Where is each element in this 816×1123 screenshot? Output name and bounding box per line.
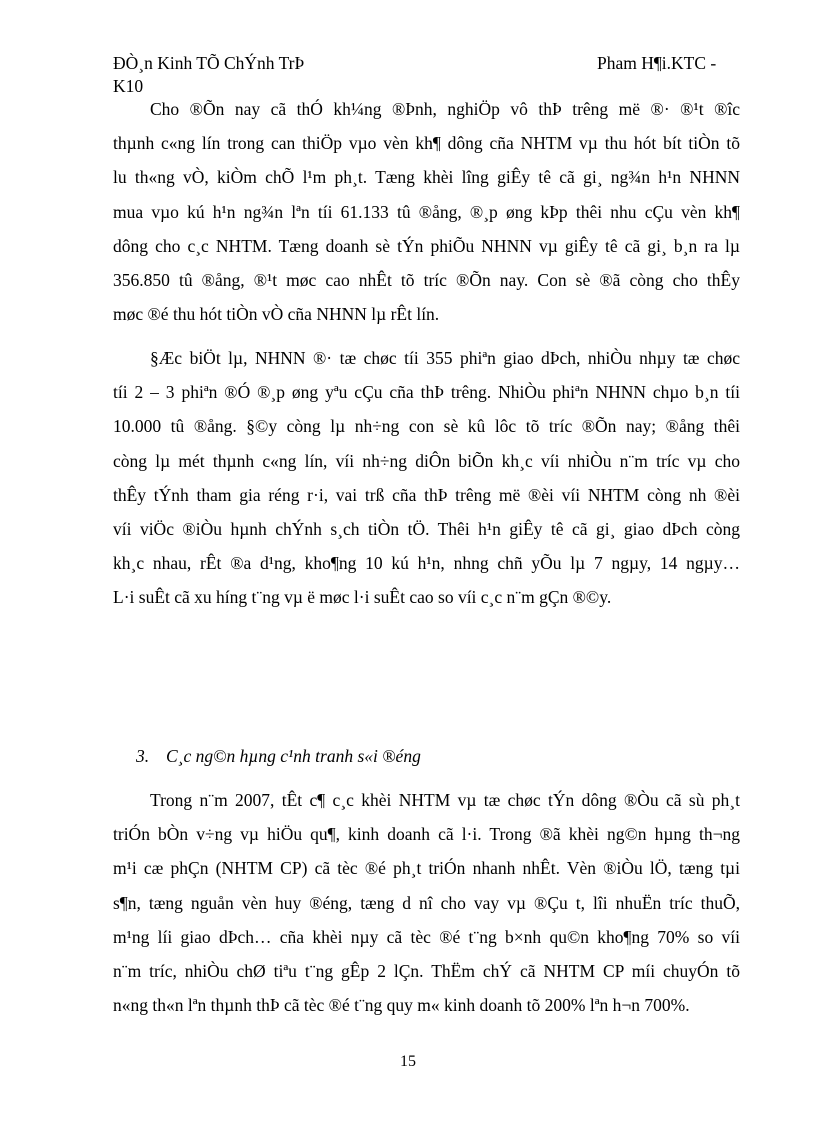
paragraph-line: tíi 2 – 3 phiªn ®Ó ®¸p øng yªu cÇu cña thÞ trêng. NhiÒu phiªn NHNN chµo b¸n tíi <box>113 382 740 403</box>
section-heading <box>136 745 421 768</box>
paragraph-line: L·i suÊt cã xu híng t¨ng vµ ë møc l·i suÊt cao so víi c¸c n¨m gÇn ®©y. <box>113 587 612 608</box>
paragraph-line: n¨m tríc, nhiÒu chØ tiªu t¨ng gÊp 2 lÇn. ThËm chÝ cã NHTM CP míi chuyÓn tõ <box>113 961 740 982</box>
paragraph-line: lu th«ng vÒ, kiÒm chÕ l¹m ph¸t. Tæng khèi lîng giÊy tê cã gi¸ ng¾n h¹n NHNN <box>113 167 740 188</box>
paragraph-line: Trong n¨m 2007, tÊt c¶ c¸c khèi NHTM vµ tæ chøc tÝn dông ®Òu cã sù ph¸t <box>150 790 740 810</box>
paragraph-line: s¶n, tæng nguån vèn huy ®éng, tæng d nî cho vay vµ ®Çu t, lîi nhuËn tríc thuÕ, <box>113 892 740 913</box>
page-number: 15 <box>400 1053 416 1070</box>
paragraph-2 <box>113 341 740 615</box>
header-class-code: K10 <box>113 76 144 96</box>
section-title: C¸c ng©n hµng c¹nh tranh s«i ®éng <box>166 746 421 766</box>
paragraph-line: §Æc biÖt lµ, NHNN ®· tæ chøc tíi 355 phiªn giao dÞch, nhiÒu nhµy tæ chøc <box>150 348 740 368</box>
paragraph-1 <box>113 92 740 331</box>
paragraph-line: 10.000 tû ®ång. §©y còng lµ nh÷ng con sè kû lôc tõ tríc ®Õn nay; ®ång thêi <box>113 416 740 437</box>
paragraph-line: thÊy tÝnh tham gia réng r·i, vai trß cña thÞ trêng më ®èi víi NHTM còng nh ®èi <box>113 484 740 505</box>
paragraph-line: m¹ng líi giao dÞch… cña khèi nµy cã tèc ®é t¨ng b×nh qu©n kho¶ng 70% so víi <box>113 926 740 947</box>
paragraph-line: dông cho c¸c NHTM. Tæng doanh sè tÝn phiÕu NHNN vµ giÊy tê cã gi¸ b¸n ra lµ <box>113 235 740 256</box>
paragraph-line: møc ®é thu hót tiÒn vÒ cña NHNN lµ rÊt lín. <box>113 304 440 325</box>
section-number: 3. <box>136 746 150 766</box>
paragraph-line: Cho ®Õn nay cã thÓ kh¼ng ®Þnh, nghiÖp vô thÞ trêng më ®· ®¹t ®îc <box>150 99 740 119</box>
paragraph-line: thµnh c«ng lín trong can thiÖp vµo vèn kh¶ dông cña NHTM vµ thu hót bít tiÒn tõ <box>113 133 740 154</box>
paragraph-line: còng lµ mét thµnh c«ng lín, víi nh÷ng diÔn biÕn kh¸c víi nhiÒu n¨m tríc vµ cho <box>113 450 740 471</box>
paragraph-line: triÓn bÒn v÷ng vµ hiÖu qu¶, kinh doanh cã l·i. Trong ®ã khèi ng©n hµng th¬ng <box>113 824 740 845</box>
paragraph-line: n«ng th«n lªn thµnh thÞ cã tèc ®é t¨ng quy m« kinh doanh tõ 200% lªn h¬n 700%. <box>113 995 690 1016</box>
paragraph-line: kh¸c nhau, rÊt ®a d¹ng, kho¶ng 10 kú h¹n, nhng chñ yÕu lµ 7 ngµy, 14 ngµy… <box>113 553 740 574</box>
paragraph-line: 356.850 tû ®ång, ®¹t møc cao nhÊt tõ tríc ®Õn nay. Con sè ®ã còng cho thÊy <box>113 270 740 291</box>
header-author: Pham H¶i.KTC - <box>597 53 717 73</box>
header-title: ĐÒ¸n Kinh TÕ ChÝnh TrÞ <box>113 53 305 73</box>
paragraph-line: víi viÖc ®iÒu hµnh chÝnh s¸ch tiÒn tÖ. Thêi h¹n giÊy tê cã gi¸ giao dÞch còng <box>113 519 740 540</box>
paragraph-3 <box>113 783 740 1022</box>
paragraph-line: m¹i cæ phÇn (NHTM CP) cã tèc ®é ph¸t triÓn nhanh nhÊt. Vèn ®iÒu lÖ, tæng tµi <box>113 858 740 879</box>
paragraph-line: mua vµo kú h¹n ng¾n lªn tíi 61.133 tû ®ång, ®¸p øng kÞp thêi nhu cÇu vèn kh¶ <box>113 201 740 222</box>
